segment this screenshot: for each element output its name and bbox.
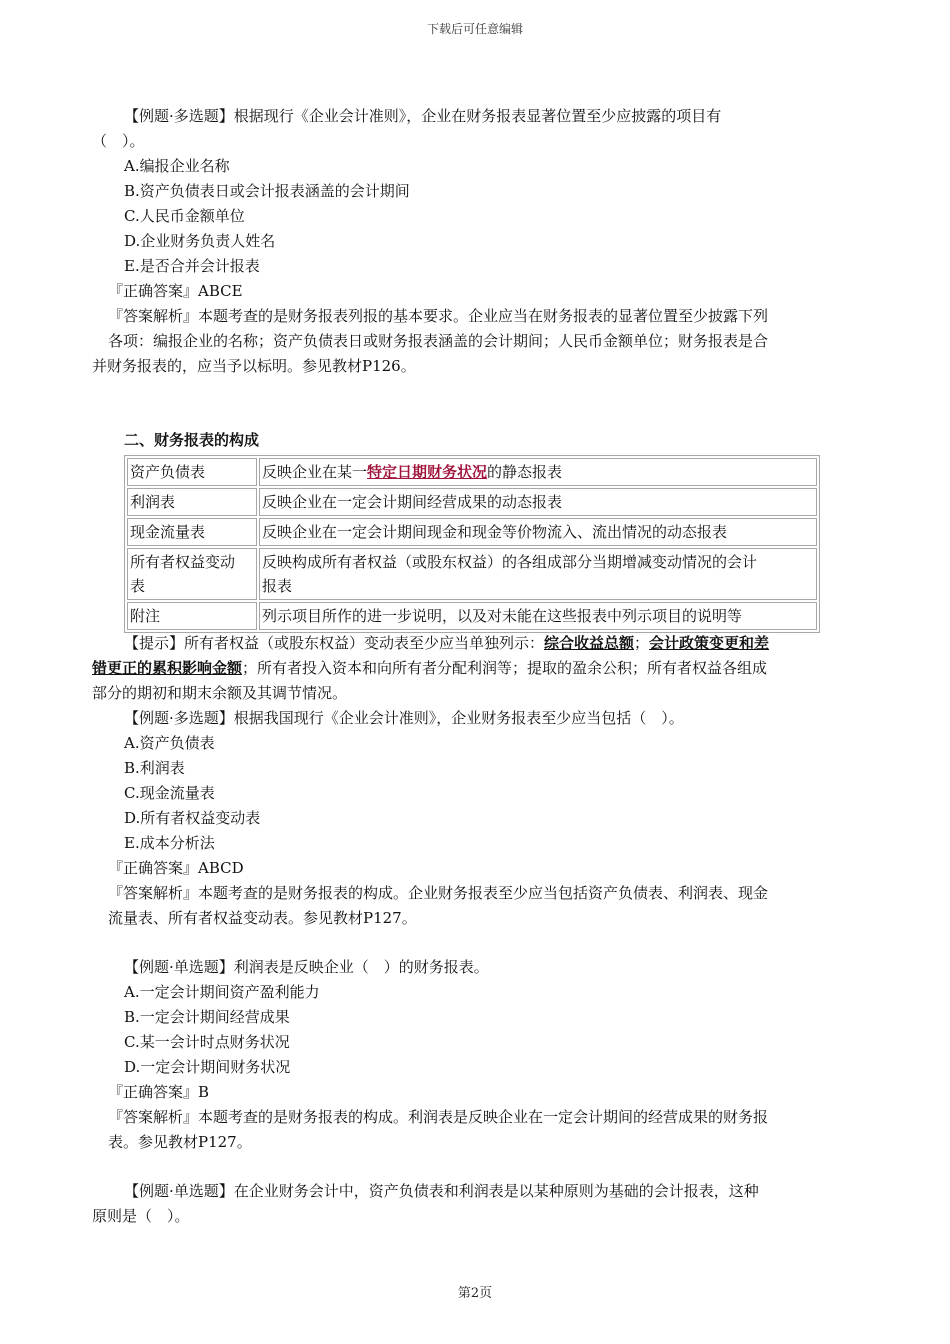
table-row bbox=[127, 602, 817, 630]
tip-emphasis: 综合收益总额 bbox=[544, 634, 635, 652]
table-row bbox=[127, 458, 817, 486]
q1-analysis-3: 并财务报表的，应当予以标明。参见教材P126。 bbox=[92, 357, 416, 375]
table-cell-name: 资产负债表 bbox=[127, 458, 257, 486]
q1-option-d: D.企业财务负责人姓名 bbox=[124, 232, 276, 250]
highlight-link[interactable]: 特定日期财务状况 bbox=[367, 463, 488, 481]
table-row bbox=[127, 518, 817, 546]
q2-stem: 【例题·多选题】根据我国现行《企业会计准则》，企业财务报表至少应当包括（ ）。 bbox=[124, 709, 684, 727]
q3-option-d: D.一定会计期间财务状况 bbox=[124, 1058, 291, 1076]
q3-analysis-2: 表。参见教材P127。 bbox=[108, 1133, 252, 1151]
desc-line: 反映构成所有者权益（或股东权益）的各组成部分当期增减变动情况的会计 bbox=[262, 553, 758, 571]
q3-analysis-1: 『答案解析』本题考查的是财务报表的构成。利润表是反映企业在一定会计期间的经营成果的财务报 bbox=[108, 1108, 769, 1126]
q2-option-e: E.成本分析法 bbox=[124, 834, 215, 852]
table-cell-name bbox=[127, 548, 257, 600]
page-header: 下载后可任意编辑 bbox=[426, 22, 523, 36]
q2-option-a: A.资产负债表 bbox=[124, 734, 215, 752]
q1-option-a: A.编报企业名称 bbox=[124, 157, 230, 175]
q1-analysis-1: 『答案解析』本题考查的是财务报表列报的基本要求。企业应当在财务报表的显著位置至少披露下列 bbox=[108, 307, 769, 325]
table-cell-desc: 列示项目所作的进一步说明，以及对未能在这些报表中列示项目的说明等 bbox=[259, 602, 817, 630]
tip-line-2 bbox=[92, 656, 767, 681]
section-title: 二、财务报表的构成 bbox=[124, 431, 260, 449]
report-composition-table bbox=[124, 455, 820, 633]
q2-option-b: B.利润表 bbox=[124, 759, 185, 777]
table-cell-name: 附注 bbox=[127, 602, 257, 630]
name-line: 表 bbox=[130, 577, 146, 595]
q4-stem: 【例题·单选题】在企业财务会计中，资产负债表和利润表是以某种原则为基础的会计报表，这种 bbox=[124, 1182, 759, 1200]
q3-option-a: A.一定会计期间资产盈利能力 bbox=[124, 983, 320, 1001]
q1-stem-cont: （ ）。 bbox=[92, 132, 145, 150]
desc-text: 的静态报表 bbox=[487, 463, 563, 481]
tip-text: ；所有者投入资本和向所有者分配利润等；提取的盈余公积；所有者权益各组成 bbox=[242, 659, 768, 677]
q2-option-d: D.所有者权益变动表 bbox=[124, 809, 261, 827]
table-cell-name: 利润表 bbox=[127, 488, 257, 516]
tip-sep: ； bbox=[634, 634, 650, 652]
q2-analysis-2: 流量表、所有者权益变动表。参见教材P127。 bbox=[108, 909, 417, 927]
q1-option-c: C.人民币金额单位 bbox=[124, 207, 245, 225]
table-cell-desc: 反映企业在一定会计期间经营成果的动态报表 bbox=[259, 488, 817, 516]
q3-option-b: B.一定会计期间经营成果 bbox=[124, 1008, 290, 1026]
page-number: 第2页 bbox=[457, 1286, 493, 1301]
q1-stem: 【例题·多选题】根据现行《企业会计准则》，企业在财务报表显著位置至少应披露的项目有 bbox=[124, 107, 722, 125]
q1-option-e: E.是否合并会计报表 bbox=[124, 257, 260, 275]
q4-stem-cont: 原则是（ ）。 bbox=[92, 1207, 190, 1225]
tip-line-3: 部分的期初和期末余额及其调节情况。 bbox=[92, 684, 348, 702]
tip-text: 【提示】所有者权益（或股东权益）变动表至少应当单独列示： bbox=[124, 634, 545, 652]
table-cell-desc bbox=[259, 548, 817, 600]
q3-stem: 【例题·单选题】利润表是反映企业（ ）的财务报表。 bbox=[124, 958, 489, 976]
table-row bbox=[127, 488, 817, 516]
tip-line-1 bbox=[124, 631, 769, 656]
desc-line: 报表 bbox=[262, 577, 293, 595]
q1-option-b: B.资产负债表日或会计报表涵盖的会计期间 bbox=[124, 182, 410, 200]
table-cell-desc bbox=[259, 458, 817, 486]
q2-option-c: C.现金流量表 bbox=[124, 784, 215, 802]
table-cell-name: 现金流量表 bbox=[127, 518, 257, 546]
q1-answer: 『正确答案』ABCE bbox=[108, 282, 243, 300]
desc-text: 反映企业在某一 bbox=[262, 463, 368, 481]
q2-analysis-1: 『答案解析』本题考查的是财务报表的构成。企业财务报表至少应当包括资产负债表、利润表、现金 bbox=[108, 884, 769, 902]
q1-analysis-2: 各项：编报企业的名称；资产负债表日或财务报表涵盖的会计期间；人民币金额单位；财务报表是合 bbox=[108, 332, 769, 350]
q3-option-c: C.某一会计时点财务状况 bbox=[124, 1033, 290, 1051]
name-line: 所有者权益变动 bbox=[130, 553, 236, 571]
q3-answer: 『正确答案』B bbox=[108, 1083, 210, 1101]
table-cell-desc: 反映企业在一定会计期间现金和现金等价物流入、流出情况的动态报表 bbox=[259, 518, 817, 546]
tip-emphasis: 会计政策变更和差 bbox=[649, 634, 770, 652]
table-row bbox=[127, 548, 817, 600]
q2-answer: 『正确答案』ABCD bbox=[108, 859, 244, 877]
tip-emphasis: 错更正的累积影响金额 bbox=[92, 659, 243, 677]
